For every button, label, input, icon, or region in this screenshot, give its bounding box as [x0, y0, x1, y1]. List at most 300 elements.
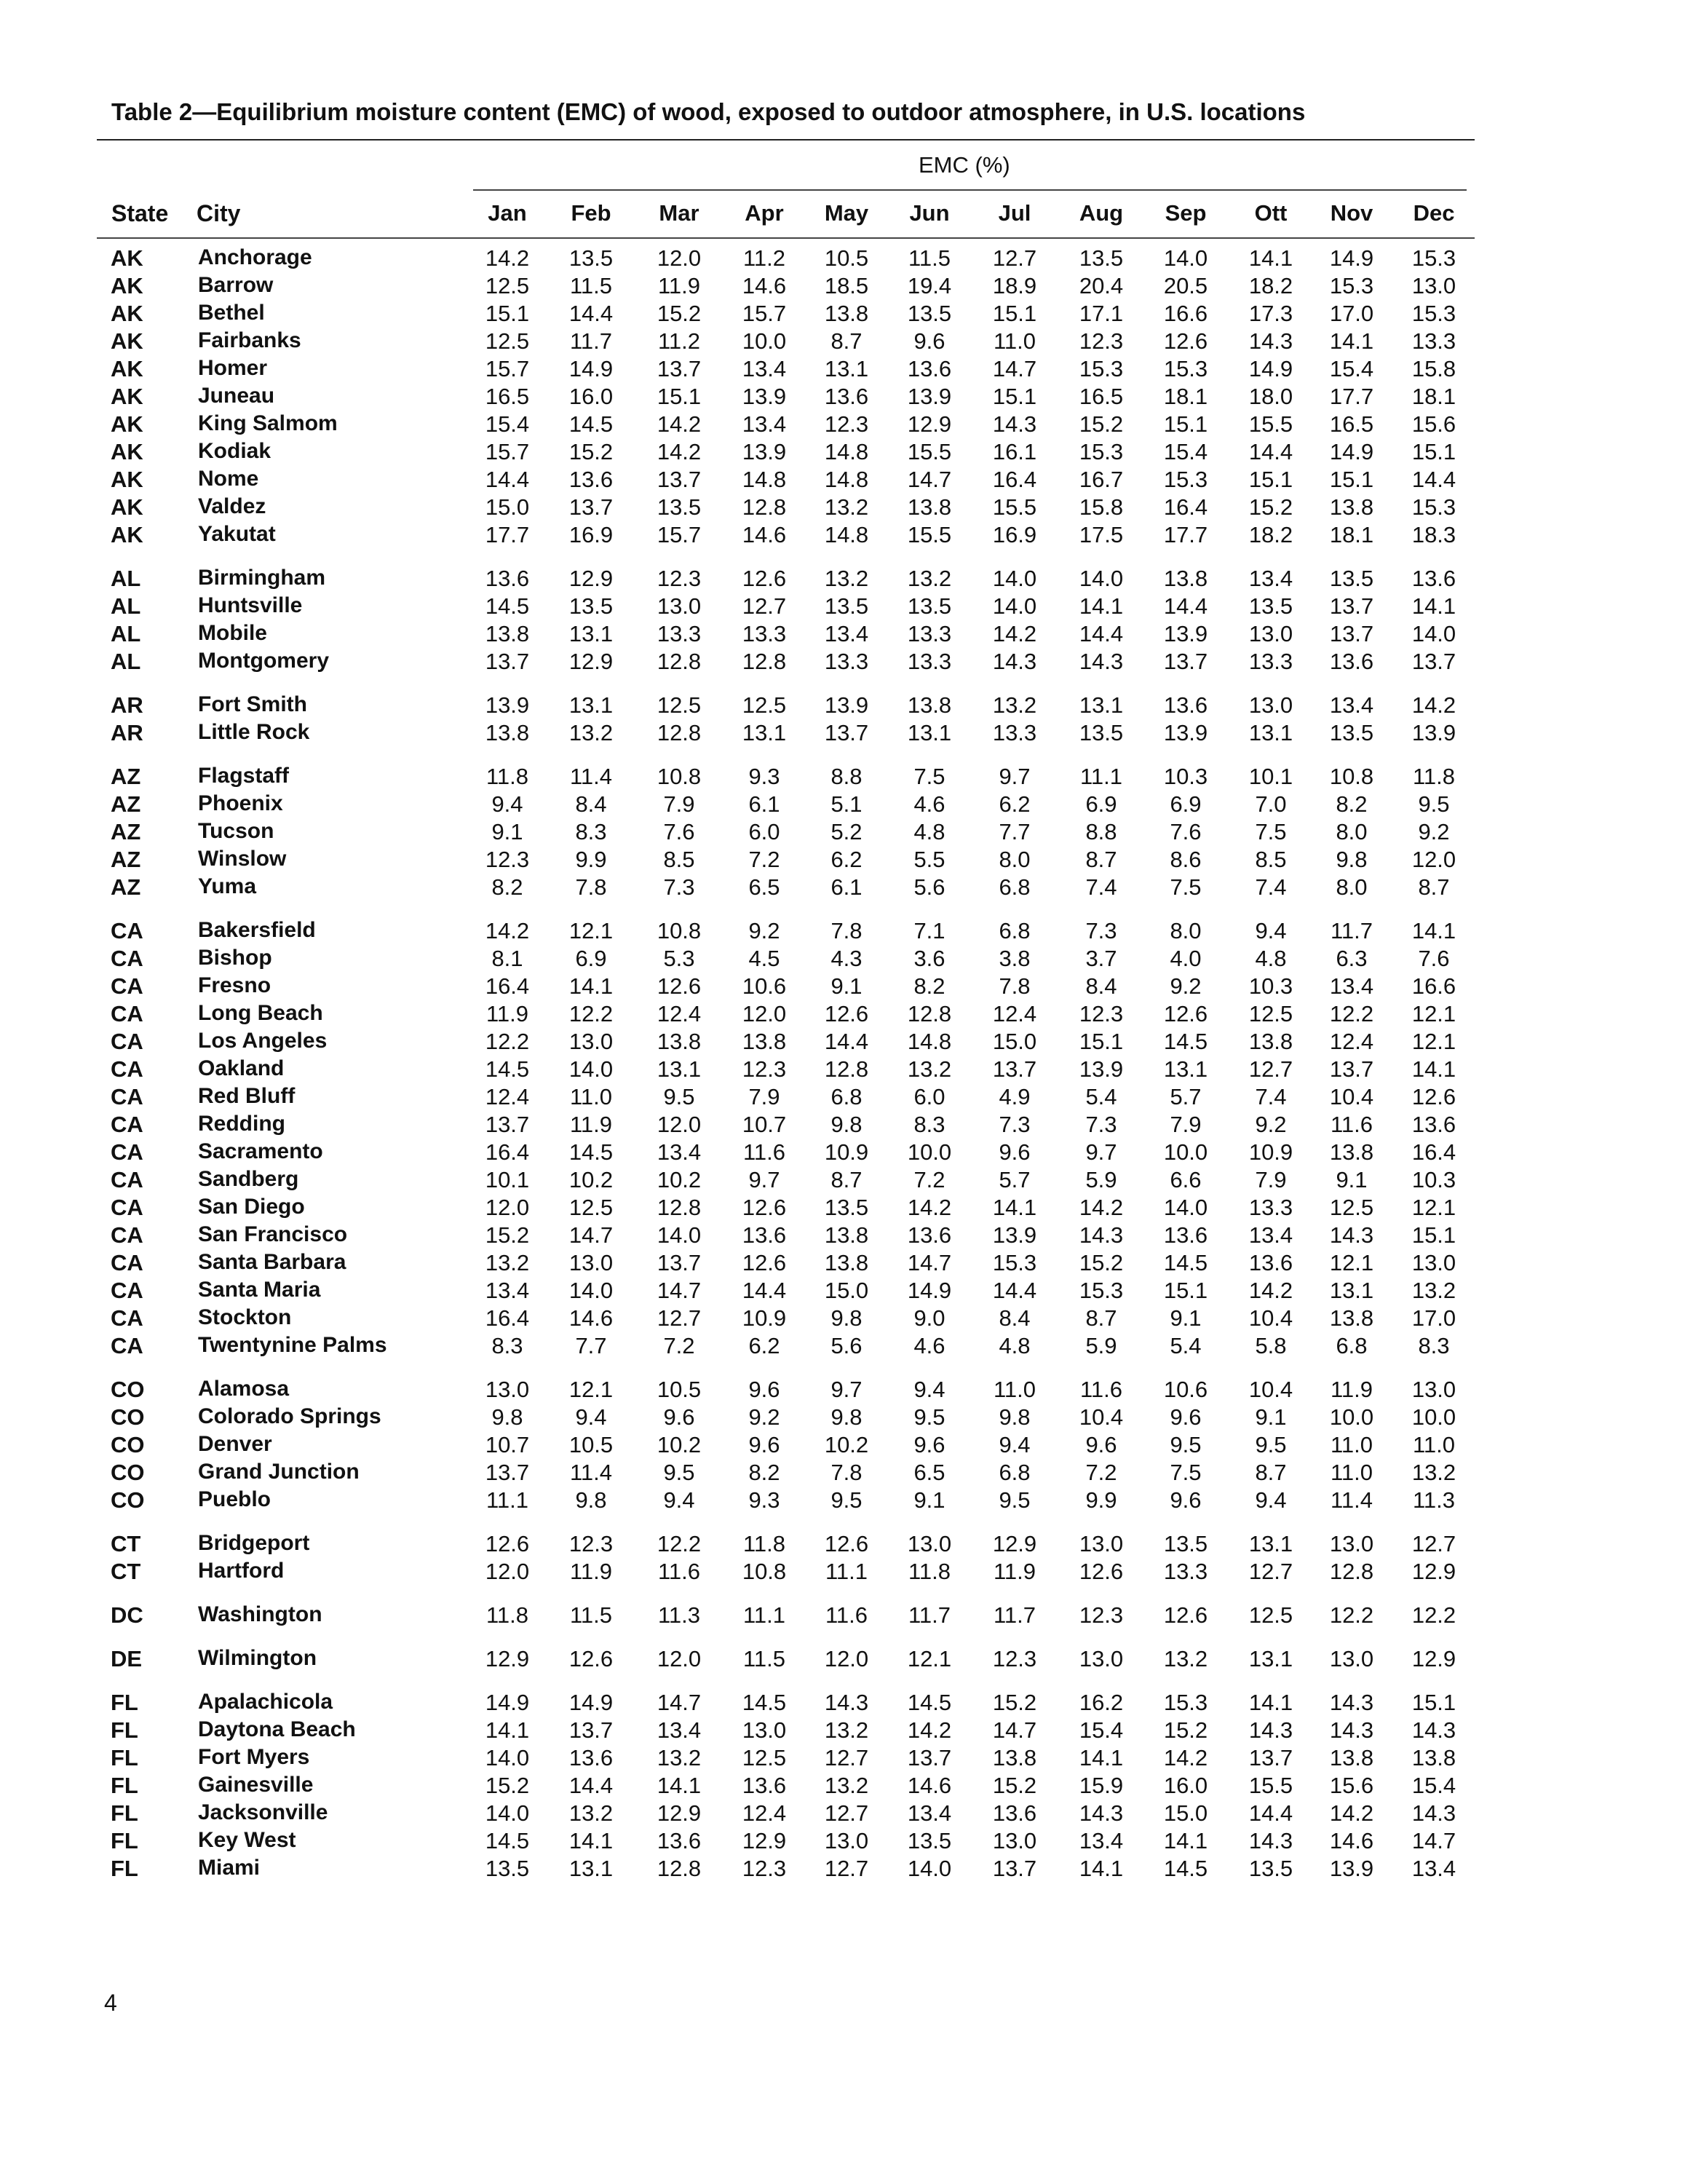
city-cell: Winslow: [198, 847, 287, 871]
state-cell: FL: [111, 1717, 138, 1743]
emc-value-cell: 15.3: [1163, 467, 1208, 492]
emc-value-cell: 15.3: [1411, 245, 1456, 271]
emc-value-cell: 5.9: [1085, 1167, 1117, 1192]
emc-value-cell: 7.3: [1085, 1112, 1117, 1137]
emc-value-cell: 11.8: [908, 1559, 951, 1584]
state-cell: AK: [111, 384, 143, 409]
emc-value-cell: 12.9: [1411, 1646, 1456, 1671]
emc-value-cell: 13.4: [1248, 566, 1293, 591]
emc-value-cell: 13.0: [485, 1377, 530, 1402]
state-cell: CO: [111, 1377, 145, 1402]
table-row: [0, 328, 1693, 356]
emc-value-cell: 9.5: [1170, 1432, 1202, 1457]
emc-value-cell: 9.5: [830, 1487, 863, 1513]
emc-value-cell: 3.8: [999, 946, 1031, 971]
emc-value-cell: 12.0: [824, 1646, 869, 1671]
emc-value-cell: 13.5: [1329, 720, 1374, 745]
emc-value-cell: 12.0: [657, 1646, 702, 1671]
emc-value-cell: 4.8: [913, 819, 945, 844]
emc-value-cell: 12.0: [657, 245, 702, 271]
emc-value-cell: 12.6: [1163, 328, 1208, 354]
emc-value-cell: 13.3: [657, 621, 702, 646]
emc-value-cell: 7.7: [999, 819, 1031, 844]
emc-value-cell: 13.3: [824, 649, 869, 674]
emc-value-cell: 14.4: [1411, 467, 1456, 492]
emc-value-cell: 14.2: [485, 245, 530, 271]
state-cell: CA: [111, 1278, 143, 1303]
emc-value-cell: 14.0: [1079, 566, 1124, 591]
emc-value-cell: 13.4: [1329, 692, 1374, 718]
emc-value-cell: 13.7: [1248, 1745, 1293, 1770]
month-header: Ott: [1254, 200, 1288, 226]
emc-value-cell: 12.9: [992, 1531, 1037, 1556]
emc-value-cell: 7.5: [1170, 874, 1202, 900]
table-row: [0, 1333, 1693, 1361]
emc-value-cell: 8.0: [1336, 874, 1368, 900]
emc-value-cell: 12.8: [742, 649, 787, 674]
emc-value-cell: 8.5: [1255, 847, 1287, 872]
city-cell: Red Bluff: [198, 1084, 296, 1108]
emc-value-cell: 13.5: [824, 1195, 869, 1220]
emc-value-cell: 5.9: [1085, 1333, 1117, 1358]
table-row: [0, 356, 1693, 384]
city-cell: Little Rock: [198, 720, 310, 744]
state-cell: CO: [111, 1404, 145, 1430]
emc-value-cell: 13.4: [657, 1717, 702, 1743]
emc-value-cell: 11.5: [569, 1602, 613, 1628]
emc-value-cell: 14.4: [992, 1278, 1037, 1303]
page-number: 4: [104, 1990, 117, 2016]
emc-value-cell: 13.7: [568, 1717, 614, 1743]
state-cell: AK: [111, 494, 143, 520]
emc-value-cell: 15.3: [1079, 356, 1124, 381]
emc-value-cell: 13.8: [907, 494, 952, 520]
emc-value-cell: 14.8: [824, 522, 869, 547]
table-row: [0, 1646, 1693, 1674]
emc-value-cell: 11.9: [485, 1001, 529, 1026]
emc-value-cell: 11.8: [485, 764, 529, 789]
emc-value-cell: 13.8: [1329, 1305, 1374, 1331]
emc-value-cell: 16.0: [568, 384, 614, 409]
month-header: Sep: [1165, 200, 1207, 226]
city-cell: Sandberg: [198, 1167, 299, 1191]
emc-value-cell: 14.3: [1329, 1222, 1374, 1248]
table-row: [0, 1084, 1693, 1112]
emc-value-cell: 9.2: [1255, 1112, 1287, 1137]
emc-value-cell: 9.6: [1170, 1487, 1202, 1513]
emc-value-cell: 12.9: [568, 649, 614, 674]
emc-value-cell: 13.0: [1411, 1377, 1456, 1402]
emc-value-cell: 14.1: [1329, 328, 1374, 354]
table-row: [0, 973, 1693, 1001]
emc-value-cell: 18.2: [1248, 522, 1293, 547]
emc-value-cell: 12.7: [824, 1745, 869, 1770]
city-cell: Montgomery: [198, 649, 329, 673]
emc-value-cell: 12.0: [485, 1559, 530, 1584]
emc-value-cell: 14.9: [568, 356, 614, 381]
emc-value-cell: 12.6: [1163, 1001, 1208, 1026]
table-row: [0, 301, 1693, 328]
table-row: [0, 1404, 1693, 1432]
emc-value-cell: 13.1: [1329, 1278, 1374, 1303]
emc-value-cell: 10.0: [1163, 1139, 1208, 1165]
emc-value-cell: 6.8: [1336, 1333, 1368, 1358]
emc-value-cell: 12.1: [1411, 1001, 1456, 1026]
emc-value-cell: 8.4: [999, 1305, 1031, 1331]
emc-value-cell: 12.5: [742, 692, 787, 718]
emc-value-cell: 9.7: [999, 764, 1031, 789]
table-row: [0, 1056, 1693, 1084]
emc-value-cell: 13.0: [1079, 1646, 1124, 1671]
emc-value-cell: 17.5: [1079, 522, 1124, 547]
month-header: Jul: [998, 200, 1031, 226]
emc-value-cell: 11.7: [908, 1602, 951, 1628]
table-title: Table 2—Equilibrium moisture content (EMC) of wood, exposed to outdoor atmosphere, in U.S. locations: [111, 98, 1306, 125]
emc-value-cell: 15.3: [1411, 301, 1456, 326]
emc-value-cell: 15.3: [1079, 439, 1124, 464]
emc-value-cell: 4.9: [999, 1084, 1031, 1109]
emc-value-cell: 16.6: [1163, 301, 1208, 326]
emc-value-cell: 15.2: [485, 1222, 530, 1248]
emc-value-cell: 9.4: [1255, 1487, 1287, 1513]
emc-value-cell: 11.1: [485, 1487, 529, 1513]
emc-value-cell: 13.7: [1411, 649, 1456, 674]
emc-value-cell: 12.6: [568, 1646, 614, 1671]
emc-value-cell: 9.3: [748, 1487, 780, 1513]
emc-value-cell: 17.7: [1163, 522, 1208, 547]
emc-value-cell: 14.4: [742, 1278, 787, 1303]
emc-value-cell: 11.0: [1330, 1432, 1373, 1457]
city-cell: Bishop: [198, 946, 272, 970]
emc-value-cell: 15.2: [992, 1773, 1037, 1798]
city-cell: Mobile: [198, 621, 267, 645]
emc-value-cell: 5.7: [999, 1167, 1031, 1192]
state-cell: AR: [111, 720, 143, 745]
state-cell: AK: [111, 328, 143, 354]
city-column-header: City: [197, 200, 241, 226]
emc-value-cell: 15.6: [1411, 411, 1456, 437]
emc-value-cell: 15.2: [485, 1773, 530, 1798]
emc-value-cell: 13.4: [1329, 973, 1374, 999]
table-row: [0, 1460, 1693, 1487]
emc-value-cell: 12.3: [992, 1646, 1037, 1671]
emc-value-cell: 14.8: [824, 439, 869, 464]
emc-value-cell: 14.1: [1411, 1056, 1456, 1082]
emc-value-cell: 13.8: [1329, 1745, 1374, 1770]
table-row: [0, 1717, 1693, 1745]
emc-value-cell: 16.5: [1079, 384, 1124, 409]
emc-value-cell: 14.0: [1163, 1195, 1208, 1220]
city-cell: Long Beach: [198, 1001, 323, 1025]
city-cell: Fort Smith: [198, 692, 307, 716]
emc-value-cell: 10.0: [907, 1139, 952, 1165]
emc-value-cell: 13.6: [485, 566, 530, 591]
state-cell: FL: [111, 1773, 138, 1798]
emc-value-cell: 14.2: [992, 621, 1037, 646]
emc-value-cell: 14.5: [485, 1056, 530, 1082]
state-cell: AK: [111, 439, 143, 464]
emc-value-cell: 13.0: [742, 1717, 787, 1743]
emc-value-cell: 14.5: [568, 1139, 614, 1165]
emc-value-cell: 5.4: [1085, 1084, 1117, 1109]
emc-value-cell: 14.4: [1248, 439, 1293, 464]
emc-value-cell: 13.2: [824, 1773, 869, 1798]
emc-value-cell: 13.6: [568, 1745, 614, 1770]
emc-value-cell: 10.8: [657, 918, 702, 943]
emc-value-cell: 13.7: [657, 356, 702, 381]
emc-value-cell: 11.4: [569, 764, 613, 789]
emc-value-cell: 14.1: [657, 1773, 702, 1798]
emc-value-cell: 14.1: [992, 1195, 1037, 1220]
emc-value-cell: 15.1: [1163, 411, 1208, 437]
emc-value-cell: 15.0: [992, 1029, 1037, 1054]
emc-value-cell: 16.4: [992, 467, 1037, 492]
emc-value-cell: 9.6: [748, 1377, 780, 1402]
emc-value-cell: 14.9: [1329, 245, 1374, 271]
emc-value-cell: 13.0: [1329, 1646, 1374, 1671]
emc-value-cell: 9.2: [1418, 819, 1450, 844]
emc-value-cell: 13.2: [568, 720, 614, 745]
emc-value-cell: 15.5: [907, 522, 952, 547]
emc-value-cell: 7.3: [999, 1112, 1031, 1137]
emc-value-cell: 14.0: [568, 1278, 614, 1303]
emc-value-cell: 8.3: [491, 1333, 523, 1358]
city-cell: Washington: [198, 1602, 322, 1626]
state-cell: CT: [111, 1531, 141, 1556]
emc-value-cell: 13.1: [1079, 692, 1124, 718]
emc-value-cell: 4.0: [1170, 946, 1202, 971]
emc-value-cell: 12.7: [1248, 1056, 1293, 1082]
emc-value-cell: 15.5: [907, 439, 952, 464]
emc-value-cell: 11.8: [485, 1602, 529, 1628]
city-cell: Santa Maria: [198, 1278, 321, 1302]
state-cell: CA: [111, 1195, 143, 1220]
emc-value-cell: 15.1: [657, 384, 702, 409]
emc-value-cell: 14.9: [485, 1690, 530, 1715]
emc-value-cell: 10.5: [568, 1432, 614, 1457]
emc-value-cell: 15.5: [992, 494, 1037, 520]
emc-value-cell: 14.2: [657, 439, 702, 464]
table-row: [0, 1856, 1693, 1883]
table-row: [0, 720, 1693, 748]
emc-value-cell: 12.0: [485, 1195, 530, 1220]
emc-value-cell: 7.6: [1170, 819, 1202, 844]
month-header: Feb: [571, 200, 611, 226]
emc-value-cell: 12.9: [485, 1646, 530, 1671]
emc-value-cell: 11.2: [742, 245, 786, 271]
table-row: [0, 1195, 1693, 1222]
emc-value-cell: 13.8: [992, 1745, 1037, 1770]
table-row: [0, 819, 1693, 847]
emc-value-cell: 9.8: [830, 1112, 863, 1137]
emc-value-cell: 14.5: [568, 411, 614, 437]
emc-value-cell: 9.6: [748, 1432, 780, 1457]
emc-value-cell: 5.8: [1255, 1333, 1287, 1358]
table-row: [0, 764, 1693, 791]
emc-value-cell: 8.8: [830, 764, 863, 789]
emc-value-cell: 11.9: [569, 1559, 613, 1584]
emc-value-cell: 14.7: [657, 1278, 702, 1303]
state-cell: FL: [111, 1800, 138, 1826]
emc-value-cell: 8.4: [1085, 973, 1117, 999]
emc-value-cell: 13.5: [1248, 593, 1293, 619]
table-row: [0, 1432, 1693, 1460]
emc-value-cell: 15.1: [1411, 439, 1456, 464]
emc-value-cell: 6.1: [748, 791, 780, 817]
emc-value-cell: 12.5: [1248, 1001, 1293, 1026]
emc-value-cell: 13.8: [1411, 1745, 1456, 1770]
emc-value-cell: 17.0: [1411, 1305, 1456, 1331]
emc-value-cell: 14.6: [742, 273, 787, 298]
emc-value-cell: 3.7: [1085, 946, 1117, 971]
month-header: Apr: [745, 200, 784, 226]
city-cell: Los Angeles: [198, 1029, 328, 1053]
emc-value-cell: 13.0: [992, 1828, 1037, 1853]
emc-value-cell: 7.8: [575, 874, 607, 900]
emc-value-cell: 14.1: [1248, 245, 1293, 271]
emc-value-cell: 13.3: [992, 720, 1037, 745]
emc-value-cell: 13.9: [992, 1222, 1037, 1248]
emc-value-cell: 15.2: [1163, 1717, 1208, 1743]
emc-value-cell: 10.3: [1163, 764, 1208, 789]
emc-value-cell: 14.0: [568, 1056, 614, 1082]
emc-value-cell: 14.5: [485, 593, 530, 619]
city-cell: Gainesville: [198, 1773, 314, 1797]
emc-value-cell: 9.9: [1085, 1487, 1117, 1513]
emc-value-cell: 9.4: [663, 1487, 695, 1513]
emc-value-cell: 13.5: [485, 1856, 530, 1881]
emc-value-cell: 7.8: [830, 918, 863, 943]
emc-value-cell: 5.6: [913, 874, 945, 900]
emc-value-cell: 9.5: [1255, 1432, 1287, 1457]
emc-value-cell: 11.6: [825, 1602, 868, 1628]
city-cell: Denver: [198, 1432, 272, 1456]
emc-value-cell: 14.0: [992, 566, 1037, 591]
emc-value-cell: 12.4: [657, 1001, 702, 1026]
emc-value-cell: 15.2: [568, 439, 614, 464]
emc-group-header: EMC (%): [919, 152, 1010, 178]
emc-value-cell: 8.7: [1255, 1460, 1287, 1485]
emc-value-cell: 13.7: [1329, 593, 1374, 619]
state-cell: CA: [111, 946, 143, 971]
emc-value-cell: 14.4: [1079, 621, 1124, 646]
emc-value-cell: 14.1: [568, 973, 614, 999]
emc-value-cell: 4.3: [830, 946, 863, 971]
emc-value-cell: 13.1: [568, 621, 614, 646]
city-cell: Stockton: [198, 1305, 292, 1329]
state-cell: DE: [111, 1646, 143, 1671]
emc-value-cell: 14.1: [1079, 1745, 1124, 1770]
emc-value-cell: 5.2: [830, 819, 863, 844]
state-cell: CO: [111, 1432, 145, 1457]
emc-value-cell: 10.2: [824, 1432, 869, 1457]
emc-value-cell: 13.2: [485, 1250, 530, 1275]
emc-value-cell: 12.3: [824, 411, 869, 437]
emc-value-cell: 13.9: [1079, 1056, 1124, 1082]
emc-value-cell: 14.0: [657, 1222, 702, 1248]
emc-value-cell: 14.0: [907, 1856, 952, 1881]
emc-value-cell: 6.9: [1085, 791, 1117, 817]
emc-value-cell: 11.8: [742, 1531, 786, 1556]
emc-value-cell: 13.2: [824, 566, 869, 591]
emc-group-rule: [473, 189, 1467, 191]
emc-value-cell: 11.5: [569, 273, 613, 298]
emc-value-cell: 11.0: [569, 1084, 613, 1109]
emc-value-cell: 13.4: [907, 1800, 952, 1826]
emc-value-cell: 14.5: [1163, 1250, 1208, 1275]
table-row: [0, 1305, 1693, 1333]
header-rule: [97, 237, 1475, 239]
emc-value-cell: 14.4: [568, 1773, 614, 1798]
emc-value-cell: 4.6: [913, 791, 945, 817]
emc-value-cell: 8.3: [1418, 1333, 1450, 1358]
emc-value-cell: 7.7: [575, 1333, 607, 1358]
emc-value-cell: 13.5: [1248, 1856, 1293, 1881]
emc-value-cell: 12.8: [907, 1001, 952, 1026]
city-cell: Oakland: [198, 1056, 285, 1080]
emc-value-cell: 13.0: [1248, 621, 1293, 646]
emc-value-cell: 18.5: [824, 273, 869, 298]
emc-value-cell: 13.5: [1079, 245, 1124, 271]
table-row: [0, 467, 1693, 494]
emc-value-cell: 13.2: [1163, 1646, 1208, 1671]
emc-value-cell: 15.5: [1248, 1773, 1293, 1798]
emc-value-cell: 12.8: [742, 494, 787, 520]
emc-value-cell: 8.4: [575, 791, 607, 817]
state-cell: AZ: [111, 847, 141, 872]
table-row: [0, 692, 1693, 720]
emc-value-cell: 7.6: [663, 819, 695, 844]
emc-value-cell: 7.3: [663, 874, 695, 900]
emc-value-cell: 13.4: [1248, 1222, 1293, 1248]
emc-value-cell: 12.3: [568, 1531, 614, 1556]
emc-value-cell: 10.1: [485, 1167, 530, 1192]
emc-value-cell: 13.4: [485, 1278, 530, 1303]
table-row: [0, 621, 1693, 649]
emc-value-cell: 7.9: [748, 1084, 780, 1109]
emc-value-cell: 12.6: [742, 1250, 787, 1275]
state-cell: AL: [111, 649, 141, 674]
emc-value-cell: 16.1: [992, 439, 1037, 464]
emc-value-cell: 16.5: [485, 384, 530, 409]
state-cell: CA: [111, 1084, 143, 1109]
emc-value-cell: 14.4: [1163, 593, 1208, 619]
emc-value-cell: 7.2: [1085, 1460, 1117, 1485]
emc-value-cell: 12.8: [1329, 1559, 1374, 1584]
emc-value-cell: 12.5: [742, 1745, 787, 1770]
emc-value-cell: 16.4: [1411, 1139, 1456, 1165]
emc-value-cell: 9.5: [1418, 791, 1450, 817]
state-cell: CA: [111, 1222, 143, 1248]
emc-value-cell: 15.8: [1079, 494, 1124, 520]
emc-value-cell: 12.8: [824, 1056, 869, 1082]
emc-value-cell: 16.9: [568, 522, 614, 547]
emc-value-cell: 14.7: [907, 467, 952, 492]
city-cell: Juneau: [198, 384, 275, 408]
emc-value-cell: 14.3: [1329, 1717, 1374, 1743]
emc-value-cell: 10.7: [742, 1112, 787, 1137]
emc-value-cell: 9.2: [1170, 973, 1202, 999]
emc-value-cell: 15.7: [657, 522, 702, 547]
emc-value-cell: 16.0: [1163, 1773, 1208, 1798]
emc-value-cell: 14.4: [1248, 1800, 1293, 1826]
emc-value-cell: 9.8: [999, 1404, 1031, 1430]
emc-value-cell: 8.2: [748, 1460, 780, 1485]
emc-value-cell: 13.5: [907, 593, 952, 619]
emc-value-cell: 13.8: [742, 1029, 787, 1054]
emc-value-cell: 14.3: [1079, 649, 1124, 674]
emc-value-cell: 13.7: [485, 649, 530, 674]
